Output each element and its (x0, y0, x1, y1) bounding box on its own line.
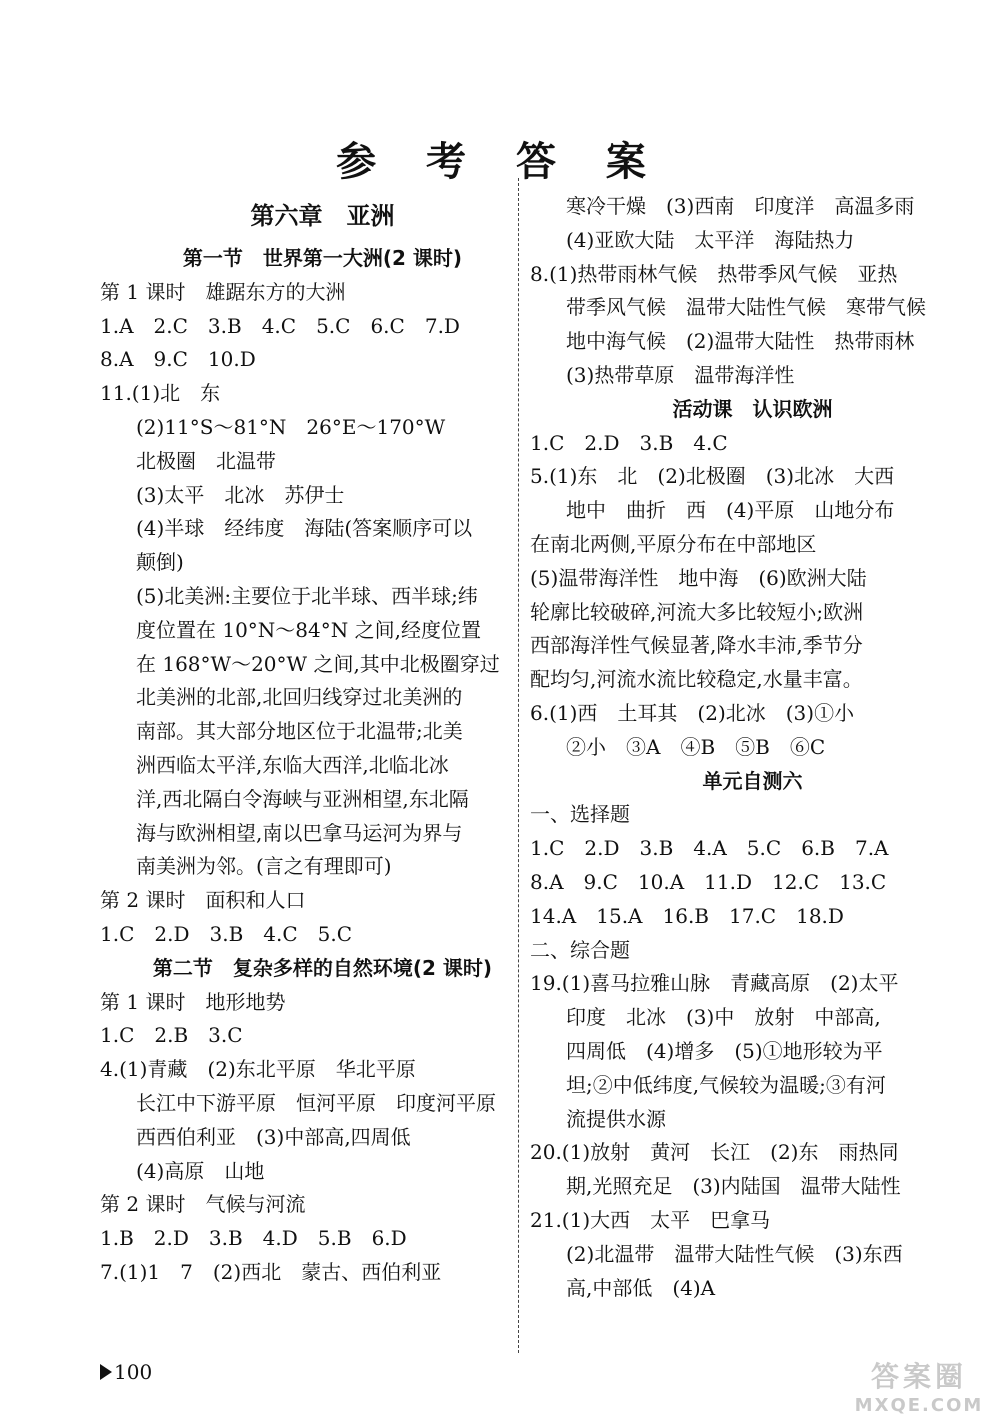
answer-line: 长江中下游平原 恒河平原 印度河平原 (136, 1090, 496, 1115)
answer-line: 1.C 2.D 3.B 4.C (530, 430, 728, 455)
page-number-text: 100 (114, 1360, 153, 1384)
answer-line: (3)太平 北冰 苏伊士 (136, 482, 345, 507)
answer-line: 第 2 课时 面积和人口 (100, 888, 306, 913)
answer-line: (5)北美洲:主要位于北半球、西半球;纬 (136, 583, 478, 608)
answer-line: 坦;②中低纬度,气候较为温暖;③有河 (566, 1072, 886, 1097)
answer-line: 4.(1)青藏 (2)东北平原 华北平原 (100, 1057, 416, 1082)
section-heading: 第二节 复杂多样的自然环境(2 课时) (152, 955, 493, 980)
answer-line: 第 1 课时 地形地势 (100, 989, 286, 1014)
page-number (100, 1360, 152, 1384)
answer-line: 1.C 2.D 3.B 4.A 5.C 6.B 7.A (530, 836, 889, 861)
watermark-line1: 答案圈 (870, 1360, 967, 1393)
answer-line: 二、综合题 (530, 937, 630, 962)
answer-line: 轮廓比较破碎,河流大多比较短小;欧洲 (530, 599, 864, 624)
answer-line: 西部海洋性气候显著,降水丰沛,季节分 (530, 633, 863, 658)
watermark-logo (844, 1355, 994, 1425)
answer-line: 北极圈 北温带 (136, 448, 276, 473)
answer-line: 5.(1)东 北 (2)北极圈 (3)北冰 大西 (530, 464, 895, 489)
section-heading: 第一节 世界第一大洲(2 课时) (182, 246, 463, 270)
answer-line: (4)高原 山地 (136, 1158, 265, 1183)
answer-line: 8.A 9.C 10.A 11.D 12.C 13.C (530, 869, 887, 894)
answer-line: 四周低 (4)增多 (5)①地形较为平 (566, 1038, 883, 1063)
answer-line: 洋,西北隔白令海峡与亚洲相望,东北隔 (136, 786, 469, 811)
answer-line: 期,光照充足 (3)内陆国 温带大陆性 (566, 1174, 901, 1199)
answer-line: 地中海气候 (2)温带大陆性 热带雨林 (566, 329, 915, 354)
chapter-heading: 第六章 亚洲 (250, 202, 395, 230)
answer-line: 印度 北冰 (3)中 放射 中部高, (566, 1005, 881, 1030)
answer-line: 1.A 2.C 3.B 4.C 5.C 6.C 7.D (100, 313, 460, 338)
answer-line: (3)热带草原 温带海洋性 (566, 362, 795, 387)
answer-line: 海与欧洲相望,南以巴拿马运河为界与 (136, 820, 463, 845)
answer-line: 度位置在 10°N～84°N 之间,经度位置 (136, 617, 481, 642)
answer-line: 洲西临太平洋,东临大西洋,北临北冰 (136, 752, 449, 777)
answer-line: (5)温带海洋性 地中海 (6)欧洲大陆 (530, 565, 867, 590)
answer-line: 1.C 2.B 3.C (100, 1023, 243, 1048)
answer-line: 8.A 9.C 10.D (100, 347, 256, 372)
answer-line: 带季风气候 温带大陆性气候 寒带气候 (566, 295, 926, 320)
answer-line: 北美洲的北部,北回归线穿过北美洲的 (136, 685, 463, 710)
right-column (530, 190, 975, 1305)
answer-line: 颠倒) (136, 550, 184, 575)
answer-line: ②小 ③A ④B ⑤B ⑥C (566, 734, 826, 759)
answer-line: 第 1 课时 雄踞东方的大洲 (100, 279, 346, 304)
answer-line: 在南北两侧,平原分布在中部地区 (530, 531, 817, 556)
answer-line: (4)亚欧大陆 太平洋 海陆热力 (566, 227, 855, 252)
answer-line: 寒冷干燥 (3)西南 印度洋 高温多雨 (566, 194, 915, 218)
watermark-line2: MXQE.COM (854, 1395, 984, 1416)
answer-line: 19.(1)喜马拉雅山脉 青藏高原 (2)太平 (530, 971, 899, 996)
answer-line: 21.(1)大西 太平 巴拿马 (530, 1207, 771, 1232)
answer-line: 一、选择题 (530, 802, 630, 827)
answer-line: 地中 曲折 西 (4)平原 山地分布 (566, 498, 895, 523)
answer-line: (2)北温带 温带大陆性气候 (3)东西 (566, 1241, 903, 1266)
answer-line: 南部。其大部分地区位于北温带;北美 (136, 719, 463, 744)
answer-line: 流提供水源 (566, 1106, 666, 1131)
answer-line: 高,中部低 (4)A (566, 1275, 716, 1300)
answer-line: 7.(1)1 7 (2)西北 蒙古、西伯利亚 (100, 1259, 442, 1284)
answer-line: 在 168°W～20°W 之间,其中北极圈穿过 (136, 651, 500, 676)
arrow-icon (100, 1364, 112, 1380)
page-title: 参 考 答 案 (336, 139, 664, 185)
answer-line: 8.(1)热带雨林气候 热带季风气候 亚热 (530, 261, 898, 286)
answer-line: 西西伯利亚 (3)中部高,四周低 (136, 1124, 411, 1149)
answer-line: 14.A 15.A 16.B 17.C 18.D (530, 903, 844, 928)
answer-line: (4)半球 经纬度 海陆(答案顺序可以 (136, 516, 473, 541)
left-column (100, 190, 545, 1290)
answer-line: 20.(1)放射 黄河 长江 (2)东 雨热同 (530, 1140, 899, 1165)
answer-line: 南美洲为邻。(言之有理即可) (136, 854, 392, 879)
section-heading: 单元自测六 (702, 768, 803, 793)
answer-line: 配均匀,河流水流比较稳定,水量丰富。 (530, 667, 863, 692)
answer-line: 第 2 课时 气候与河流 (100, 1192, 306, 1217)
answer-line: 1.B 2.D 3.B 4.D 5.B 6.D (100, 1226, 407, 1251)
answer-line: (2)11°S～81°N 26°E～170°W (136, 414, 446, 439)
section-heading: 活动课 认识欧洲 (672, 396, 833, 421)
answer-line: 11.(1)北 东 (100, 381, 221, 406)
answer-line: 6.(1)西 土耳其 (2)北冰 (3)①小 (530, 700, 855, 725)
answer-line: 1.C 2.D 3.B 4.C 5.C (100, 921, 353, 946)
